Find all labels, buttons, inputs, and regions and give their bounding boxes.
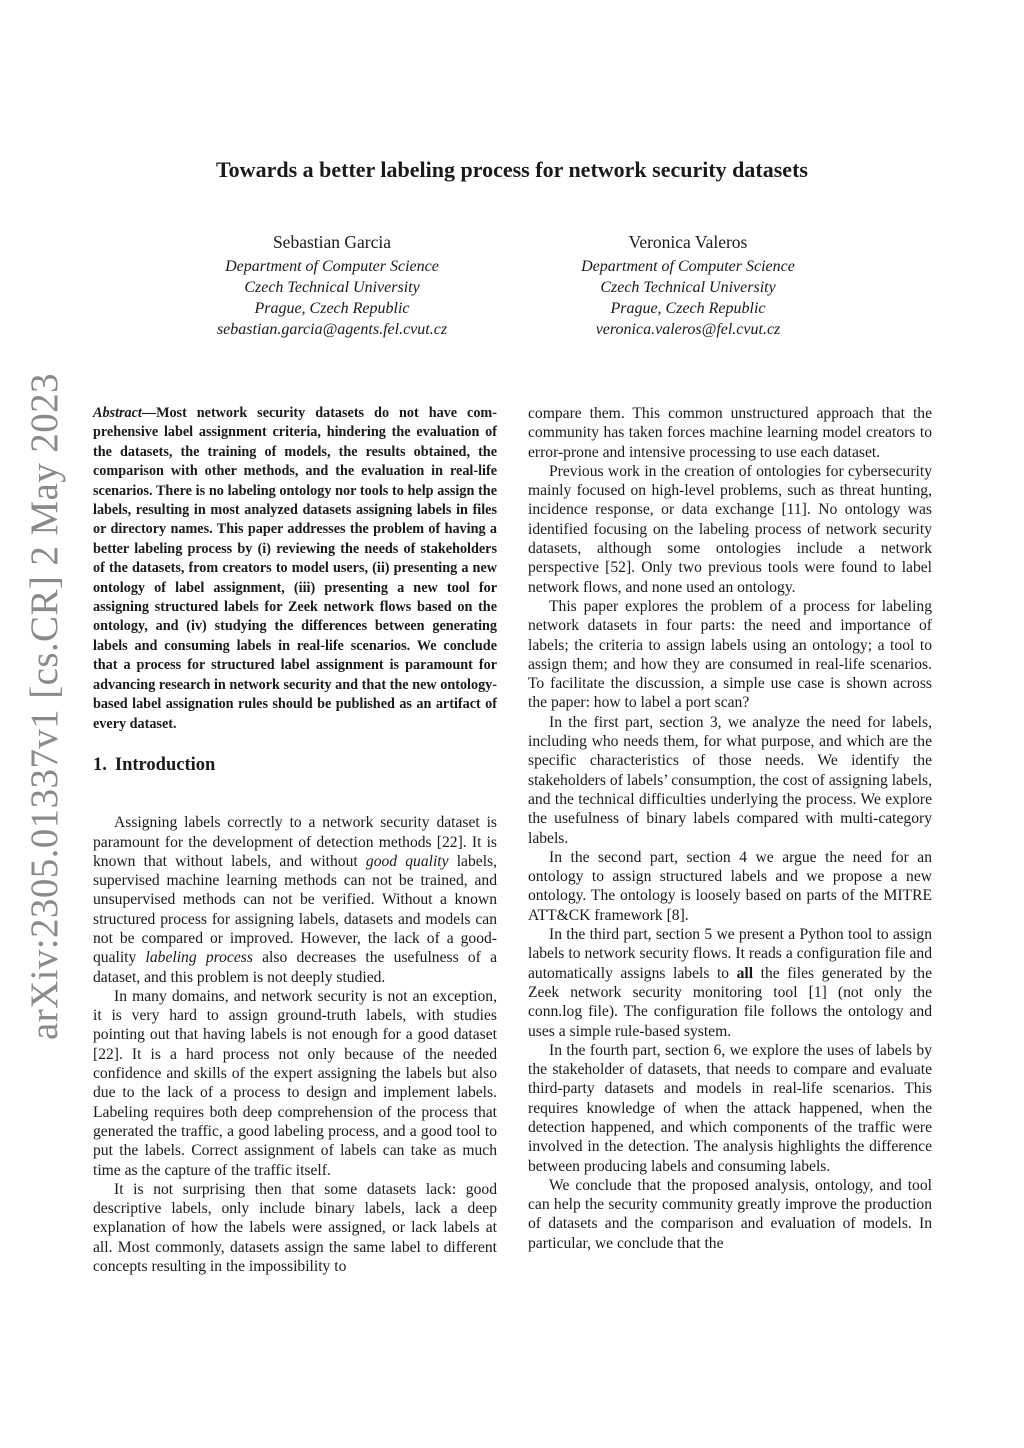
paragraph: compare them. This common unstructured approach that the community has taken forces machine learning model creators to error-prone and intensive processing to use each dataset. bbox=[528, 405, 932, 461]
text-run: Assigning labels correctly to a network security dataset is paramount for the development of detection methods [22]. It is known that without labels, and without bbox=[93, 814, 497, 870]
author-location: Prague, Czech Republic bbox=[610, 300, 766, 317]
author-department: Department of Computer Science bbox=[581, 258, 795, 275]
author-institution: Czech Technical University bbox=[244, 279, 420, 296]
section-title: Introduction bbox=[114, 754, 216, 775]
abstract-label: Abstract bbox=[93, 405, 142, 421]
author-department: Department of Computer Science bbox=[225, 258, 439, 275]
emphasis: good quality bbox=[365, 852, 449, 870]
paragraph: In the fourth part, section 6, we explore the uses of labels by the stakeholder of datasets, that needs to compare and evaluate third-party datasets and models in real-life scenarios. This requires knowledge of when the attack happened, when the detection happened, and which components of the traffic were involved in the detection. The analysis highlights the difference between producing labels and consuming labels. bbox=[528, 1041, 932, 1175]
emphasis: labeling process bbox=[145, 949, 253, 967]
section-number: 1. bbox=[93, 754, 107, 775]
paragraph: In many domains, and network security is not an exception, it is very hard to assign ground-truth labels, with studies pointing out that having labels is not enough for a good dataset [22]. It is a hard process not only because of the needed confidence and skills of the expert assigning the labels but also due to the lack of a process to design and implement labels. Labeling requires both deep comprehension of the process that generated the traffic, a good labeling process, and a good tool to put the labels. Correct assignment of labels can take as much time as the capture of the traffic itself. bbox=[93, 987, 497, 1179]
abstract-text: —Most network security datasets do not have comprehensive label assignment criteria, hindering the evaluation of the datasets, the training of models, the results obtained, the comparison with other methods, and the evaluation in real-life scenarios. There is no labeling ontology nor tools to help assign the labels, resulting in most analyzed datasets assigning labels in files or directory names. This paper addresses the problem of having a better labeling process by (i) reviewing the needs of stakeholders of the datasets, from creators to model users, (ii) presenting a new ontology of label assignment, (iii) presenting a new tool for assigning structured labels for Zeek network flows based on the ontology, and (iv) studying the differences between generating labels and consuming labels in real-life scenarios. We conclude that a process for structured label assignment is paramount for advancing research in network security and that the new ontology-based label assignation rules should be published as an artifact of every dataset. bbox=[93, 405, 497, 732]
paper-title: Towards a better labeling process for network security datasets bbox=[216, 157, 808, 182]
paragraph: This paper explores the problem of a process for labeling network datasets in four parts: the need and importance of labels; the criteria to assign labels using an ontology; a tool to assign them; and how they are consumed in real-life scenarios. To facilitate the discussion, a simple use case is shown across the paper: how to label a port scan? bbox=[528, 597, 932, 712]
paragraph: In the second part, section 4 we argue the need for an ontology to assign structured labels and we propose a new ontology. The ontology is loosely based on parts of the MITRE ATT&CK framework [8]. bbox=[528, 848, 932, 924]
author-location: Prague, Czech Republic bbox=[254, 300, 410, 317]
section-heading bbox=[93, 756, 497, 775]
author-email: veronica.valeros@fel.cvut.cz bbox=[595, 321, 781, 338]
bold-text: all bbox=[736, 964, 754, 982]
author-email: sebastian.garcia@agents.fel.cvut.cz bbox=[216, 321, 448, 338]
paragraph bbox=[528, 925, 932, 1041]
text-run: labels, supervised machine learning methods can not be trained, and unsupervised methods can not be verified. Without a known structured process for assigning labels, datasets and models can not be compared or improved. However, the lack of a good-quality bbox=[93, 852, 497, 967]
author-name: Veronica Valeros bbox=[628, 232, 748, 252]
author-block-2 bbox=[523, 232, 853, 340]
right-column bbox=[528, 404, 932, 1253]
arxiv-watermark: arXiv:2305.01337v1 [cs.CR] 2 May 2023 bbox=[23, 373, 66, 1040]
left-column bbox=[93, 404, 497, 1276]
paragraph: Previous work in the creation of ontologies for cybersecurity mainly focused on high-level problems, such as threat hunting, incidence response, or data exchange [11]. No ontology was identified focusing on the labeling process of network security datasets, although some ontologies include a network perspective [52]. Only two previous tools were found to label network flows, and none used an ontology. bbox=[528, 462, 932, 596]
paragraph: In the first part, section 3, we analyze the need for labels, including who needs them, for what purpose, and which are the specific characteristics of those needs. We identify the stakeholders of labels’ consumption, the cost of assigning labels, and the technical difficulties underlying the process. We explore the usefulness of binary labels compared with multi-category labels. bbox=[528, 713, 932, 847]
abstract bbox=[93, 404, 497, 734]
author-block-1 bbox=[167, 232, 497, 340]
text-run: also decreases the usefulness of a dataset, and this problem is not deeply studied. bbox=[93, 949, 497, 986]
paragraph: We conclude that the proposed analysis, ontology, and tool can help the security community greatly improve the production of datasets and the comparison and evaluation of models. In particular, we conclude that the bbox=[528, 1176, 932, 1252]
text-run: the files generated by the Zeek network security monitoring tool [1] (not only the conn.log file). The configuration file follows the ontology and uses a simple rule-based system. bbox=[528, 964, 932, 1040]
text-run: In the third part, section 5 we present a Python tool to assign labels to network security flows. It reads a configuration file and automatically assigns labels to bbox=[528, 926, 932, 982]
paragraph: It is not surprising then that some datasets lack: good descriptive labels, only include binary labels, lack a deep explanation of how the labels were assigned, or lack labels at all. Most commonly, datasets assign the same label to different concepts resulting in the impossibility to bbox=[93, 1180, 497, 1276]
paragraph bbox=[93, 813, 497, 987]
author-institution: Czech Technical University bbox=[600, 279, 776, 296]
author-name: Sebastian Garcia bbox=[272, 232, 392, 252]
